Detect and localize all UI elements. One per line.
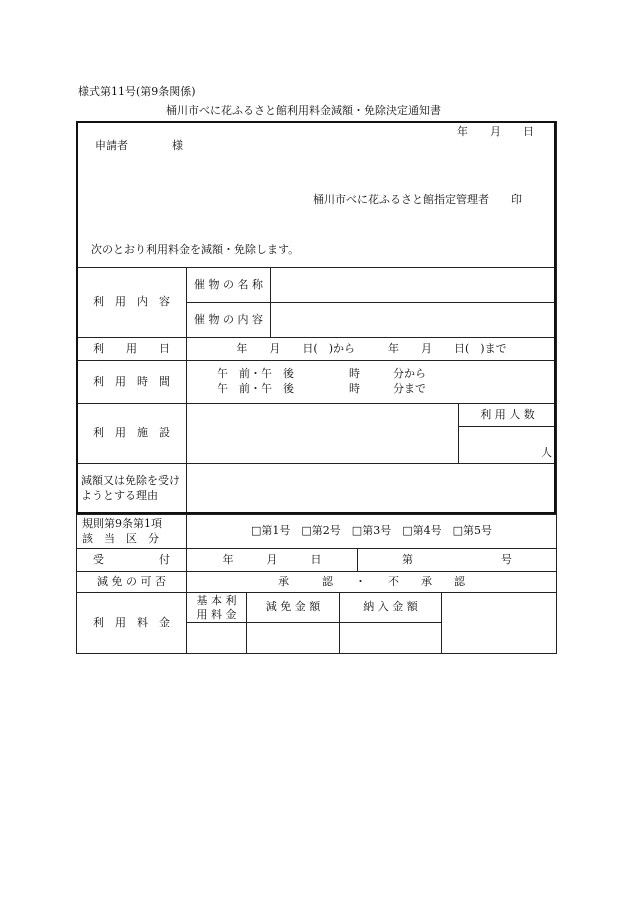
rule-category-options[interactable]: □第1号 □第2号 □第3号 □第4号 □第5号: [187, 515, 557, 549]
usage-time-start: 午 前・午 後 時 分から: [217, 367, 426, 381]
payment-amount-label: 納 入 金 額: [340, 593, 442, 623]
approval-label: 減 免 の 可 否: [77, 572, 187, 593]
event-content-field[interactable]: [271, 303, 557, 338]
receipt-number[interactable]: 第 号: [358, 549, 557, 572]
usage-time-label: 利 用 時 間: [77, 361, 187, 404]
reduction-amount-field[interactable]: [247, 623, 340, 654]
reason-field[interactable]: [187, 464, 557, 515]
receipt-date[interactable]: 年 月 日: [187, 549, 358, 572]
receipt-label: 受 付: [77, 549, 187, 572]
office-use-table: [76, 514, 557, 654]
user-count-label: 利 用 人 数: [459, 404, 557, 427]
event-name-label: 催 物 の 名 称: [187, 268, 271, 303]
notice-statement: 次のとおり利用料金を減額・免除します。: [91, 243, 300, 256]
usage-date-label: 利 用 日: [77, 338, 187, 361]
facility-field[interactable]: [187, 404, 459, 464]
usage-content-label: 利 用 内 容: [77, 268, 187, 338]
usage-date-field[interactable]: 年 月 日( )から 年 月 日( )まで: [187, 338, 557, 361]
facility-label: 利 用 施 設: [77, 404, 187, 464]
usage-time-field[interactable]: [187, 361, 557, 404]
approval-field[interactable]: 承 認 ・ 不 承 認: [187, 572, 557, 593]
issuer-line: 桶川市べに花ふるさと館指定管理者 印: [313, 193, 522, 206]
reason-label: 減額又は免除を受けようとする理由: [77, 464, 187, 515]
event-content-label: 催 物 の 内 容: [187, 303, 271, 338]
payment-amount-field[interactable]: [340, 623, 442, 654]
form-number: 様式第11号(第9条関係): [78, 85, 196, 98]
fee-blank: [442, 593, 557, 654]
rule-category-label: 規則第9条第1項 該 当 区 分: [77, 515, 187, 549]
notice-date: 年 月 日: [457, 125, 534, 138]
application-table: [76, 121, 557, 515]
document-title: 桶川市べに花ふるさと館利用料金減額・免除決定通知書: [166, 104, 441, 117]
basic-fee-label: 基 本 利 用 料 金: [187, 593, 247, 623]
applicant-line: 申請者 様: [95, 139, 183, 152]
reduction-amount-label: 減 免 金 額: [247, 593, 340, 623]
user-count-field[interactable]: [459, 427, 557, 464]
basic-fee-field[interactable]: [187, 623, 247, 654]
event-name-field[interactable]: [271, 268, 557, 303]
notice-block: [77, 122, 557, 268]
user-count-unit: 人: [541, 446, 552, 460]
fee-label: 利 用 料 金: [77, 593, 187, 654]
usage-time-end: 午 前・午 後 時 分まで: [217, 382, 426, 395]
